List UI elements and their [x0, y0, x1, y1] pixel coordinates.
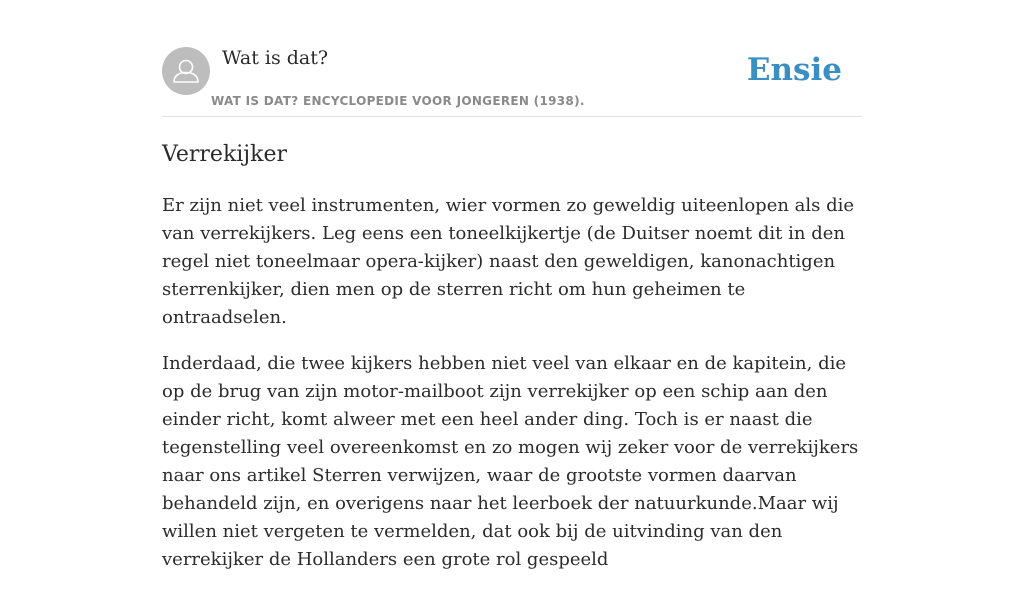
- brand-logo[interactable]: Ensie: [746, 52, 842, 88]
- entry-paragraph: Er zijn niet veel instrumenten, wier vormen zo geweldig uiteenlopen als die van verrekijkers. Leg eens een toneelkijkertje (de Duitser noemt dit in den regel niet toneelmaar opera-kijker) naast den geweldigen, kanonachtigen sterrenkijker, dien men op de sterren richt om hun geheimen te ontraadselen.: [162, 195, 855, 328]
- user-icon[interactable]: [162, 47, 210, 95]
- source-header: [162, 46, 862, 117]
- source-title[interactable]: Wat is dat?: [222, 47, 329, 69]
- entry-paragraph: Inderdaad, die twee kijkers hebben niet veel van elkaar en de kapitein, die op de brug van zijn motor-mailboot zijn verrekijker op een schip aan den einder richt, komt alweer met een heel ander ding. Toch is er naast die tegenstelling veel overeenkomst en zo mogen wij zeker voor de verrekijkers naar ons artikel Sterren verwijzen, waar de grootste vormen daarvan behandeld zijn, en overigens naar het leerboek der natuurkunde.Maar wij willen niet vergeten te vermelden, dat ook bij de uitvinding van den verrekijker de Hollanders een grote rol gespeeld: [162, 353, 859, 570]
- entry-body: [162, 192, 862, 592]
- source-subtitle[interactable]: WAT IS DAT? ENCYCLOPEDIE VOOR JONGEREN (1938).: [211, 94, 585, 108]
- entry-title: Verrekijker: [162, 142, 287, 167]
